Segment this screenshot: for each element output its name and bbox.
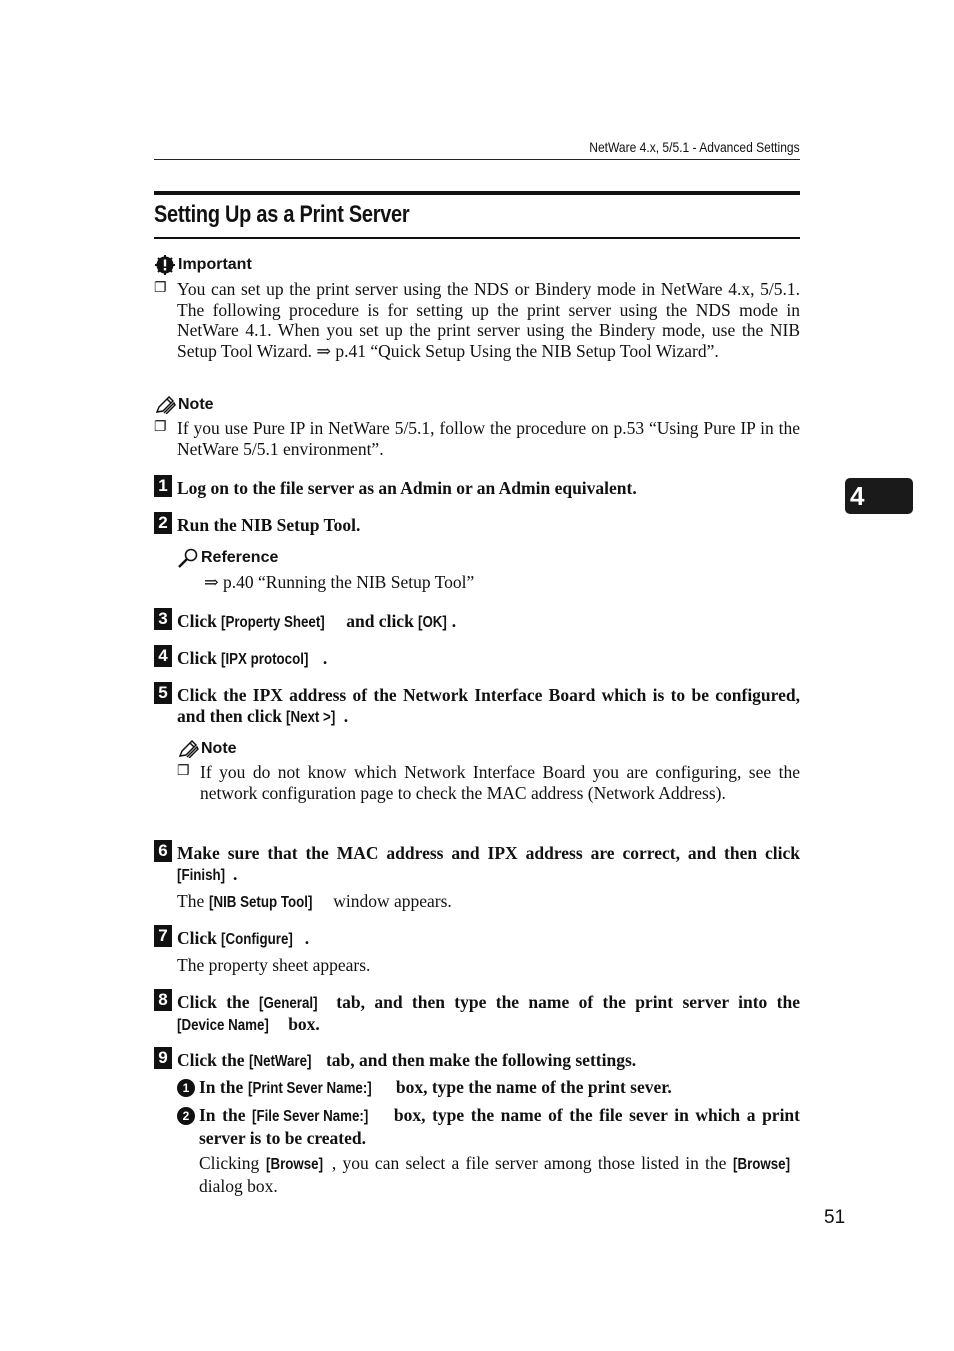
important-label: Important [154, 255, 800, 275]
ui-ipx-protocol: [IPX protocol] [221, 651, 309, 668]
step-8: 8 Click the [General] tab, and then type the name of the print server into the [Device Name] box. [154, 992, 800, 1036]
ui-next: [Next >] [286, 709, 336, 726]
ui-print-sever-name: [Print Sever Name:] [247, 1080, 372, 1097]
step-3: 3 Click [Property Sheet] and click [OK] . [154, 611, 800, 633]
title-rule [154, 237, 800, 239]
important-section [154, 255, 800, 362]
ui-nib-setup-tool: [NIB Setup Tool] [208, 894, 313, 911]
magnifier-icon [177, 548, 199, 568]
step-number: 6 [154, 840, 172, 862]
step-number: 9 [154, 1047, 172, 1069]
running-header: NetWare 4.x, 5/5.1 - Advanced Settings [589, 139, 800, 155]
ui-browse: [Browse] [265, 1156, 323, 1173]
reference-link: ⇒ p.40 “Running the NIB Setup Tool” [204, 572, 475, 592]
ui-netware: [NetWare] [248, 1053, 312, 1070]
chapter-tab: 4 [845, 478, 913, 514]
step-2: 2 Run the NIB Setup Tool. [154, 515, 800, 536]
reference-label: Reference [177, 548, 800, 568]
page-title: Setting Up as a Print Server [154, 201, 410, 228]
reference-section [177, 548, 800, 593]
ui-configure: [Configure] [221, 931, 294, 948]
note-bullet: ❐ If you do not know which Network Interface Board you are configuring, see the network configuration page to check the MAC address (Network Address). [177, 762, 800, 803]
note-section-2 [177, 740, 800, 803]
step-7-result: The property sheet appears. [177, 955, 371, 975]
note-label: Note [177, 740, 800, 758]
ui-device-name: [Device Name] [177, 1017, 269, 1034]
note-label: Note [154, 396, 800, 414]
ui-property-sheet: [Property Sheet] [221, 614, 325, 631]
substep-marker: 1 [177, 1079, 195, 1097]
step-1: 1 Log on to the file server as an Admin or an Admin equivalent. [154, 478, 800, 499]
ui-ok: [OK] [418, 614, 448, 631]
step-number: 7 [154, 925, 172, 947]
step-number: 4 [154, 645, 172, 667]
substep-marker: 2 [177, 1107, 195, 1125]
ui-finish: [Finish] [177, 867, 226, 884]
substep-b: 2 In the [File Sever Name:] box, type the name of the file sever in which a print server is to be created. [177, 1105, 800, 1148]
note-bullet: ❐ If you use Pure IP in NetWare 5/5.1, follow the procedure on p.53 “Using Pure IP in the NetWare 5/5.1 environment”. [154, 418, 800, 459]
checkbox-bullet-icon: ❐ [154, 420, 167, 435]
note-section [154, 396, 800, 459]
important-icon [154, 255, 176, 275]
step-5: 5 Click the IPX address of the Network Interface Board which is to be configured, and then click [Next >] . [154, 685, 800, 728]
step-number: 3 [154, 608, 172, 630]
pencil-icon [154, 396, 176, 414]
title-bar [154, 191, 800, 195]
step-9: 9 Click the [NetWare] tab, and then make the following settings. [154, 1050, 800, 1072]
ui-general: [General] [258, 995, 318, 1012]
checkbox-bullet-icon: ❐ [177, 764, 190, 779]
step-4: 4 Click [IPX protocol] . [154, 648, 800, 670]
step-6-result: The [NIB Setup Tool] window appears. [177, 891, 452, 911]
pencil-icon [177, 740, 199, 758]
page-number: 51 [824, 1207, 846, 1228]
step-6: 6 Make sure that the MAC address and IPX address are correct, and then click [Finish] . [154, 843, 800, 886]
step-number: 5 [154, 682, 172, 704]
step-number: 1 [154, 475, 172, 497]
step-7: 7 Click [Configure] . [154, 928, 800, 950]
important-bullet: ❐ You can set up the print server using the NDS or Bindery mode in NetWare 4.x, 5/5.1. The following procedure is for setting up the print server using the NDS mode in NetWare 4.1. When you set up the print server using the Bindery mode, use the NIB Setup Tool Wizard. ⇒ p.41 “Quick Setup Using the NIB Setup Tool Wizard”. [154, 279, 800, 362]
header-rule [154, 159, 800, 160]
checkbox-bullet-icon: ❐ [154, 281, 167, 296]
ui-file-sever-name: [File Sever Name:] [252, 1108, 369, 1125]
browse-explanation: Clicking [Browse] , you can select a file server among those listed in the [Browse] dialog box. [199, 1153, 790, 1196]
substep-a: 1 In the [Print Sever Name:] box, type the name of the print sever. [177, 1077, 800, 1100]
ui-browse-dialog: [Browse] [732, 1156, 790, 1173]
step-number: 8 [154, 989, 172, 1011]
step-number: 2 [154, 512, 172, 534]
